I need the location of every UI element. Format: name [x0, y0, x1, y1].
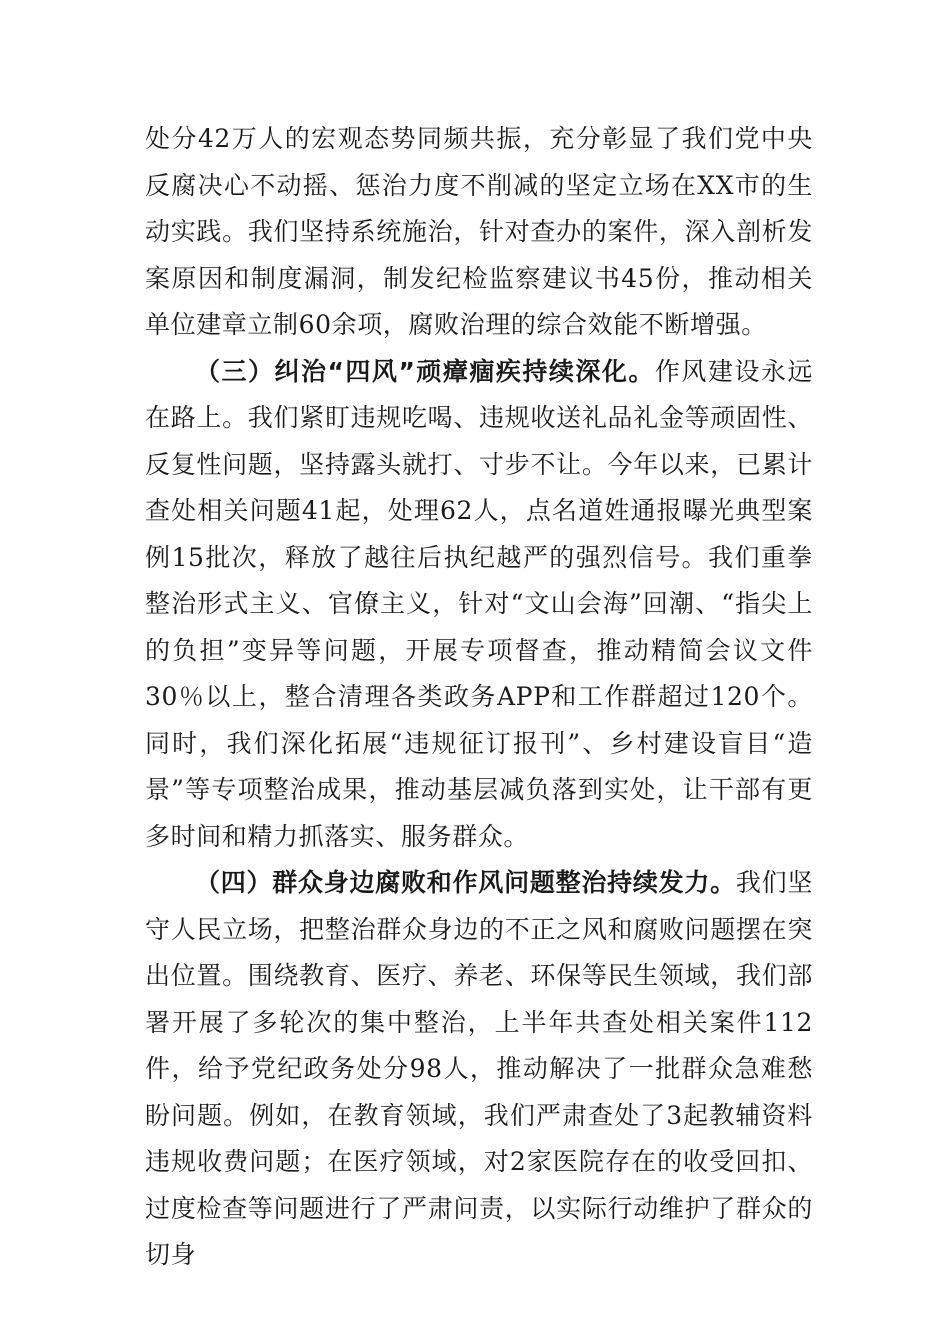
paragraph-text: 我们坚守人民立场，把整治群众身边的不正之风和腐败问题摆在突出位置。围绕教育、医疗、养老、环保等民生领域，我们部署开展了多轮次的集中整治，上半年共查处相关案件112件，给予党纪政务处分98人，推动解决了一批群众急难愁盼问题。例如，在教育领域，我们严肃查处了3起教辅资料违规收费问题；在医疗领域，对2家医院存在的收受回扣、过度检查等问题进行了严肃问责，以实际行动维护了群众的切身	[145, 868, 813, 1269]
section-heading: （三）纠治“四风”顽瘴痼疾持续深化。	[195, 356, 655, 386]
paragraph-section-4	[145, 860, 813, 1279]
paragraph-text: 处分42万人的宏观态势同频共振，充分彰显了我们党中央反腐决心不动摇、惩治力度不削减的坚定立场在XX市的生动实践。我们坚持系统施治，针对查办的案件，深入剖析发案原因和制度漏洞，制发纪检监察建议书45份，推动相关单位建章立制60余项，腐败治理的综合效能不断增强。	[145, 124, 813, 339]
document-body	[145, 116, 813, 1279]
paragraph-continuation	[145, 116, 813, 349]
paragraph-section-3	[145, 349, 813, 861]
paragraph-text: 作风建设永远在路上。我们紧盯违规吃喝、违规收送礼品礼金等顽固性、反复性问题，坚持露头就打、寸步不让。今年以来，已累计查处相关问题41起，处理62人，点名道姓通报曝光典型案例15批次，释放了越往后执纪越严的强烈信号。我们重拳整治形式主义、官僚主义，针对“文山会海”回潮、“指尖上的负担”变异等问题，开展专项督查，推动精简会议文件30％以上，整合清理各类政务APP和工作群超过120个。同时，我们深化拓展“违规征订报刊”、乡村建设盲目“造景”等专项整治成果，推动基层减负落到实处，让干部有更多时间和精力抓落实、服务群众。	[145, 356, 813, 851]
section-heading: （四）群众身边腐败和作风问题整治持续发力。	[195, 868, 736, 897]
